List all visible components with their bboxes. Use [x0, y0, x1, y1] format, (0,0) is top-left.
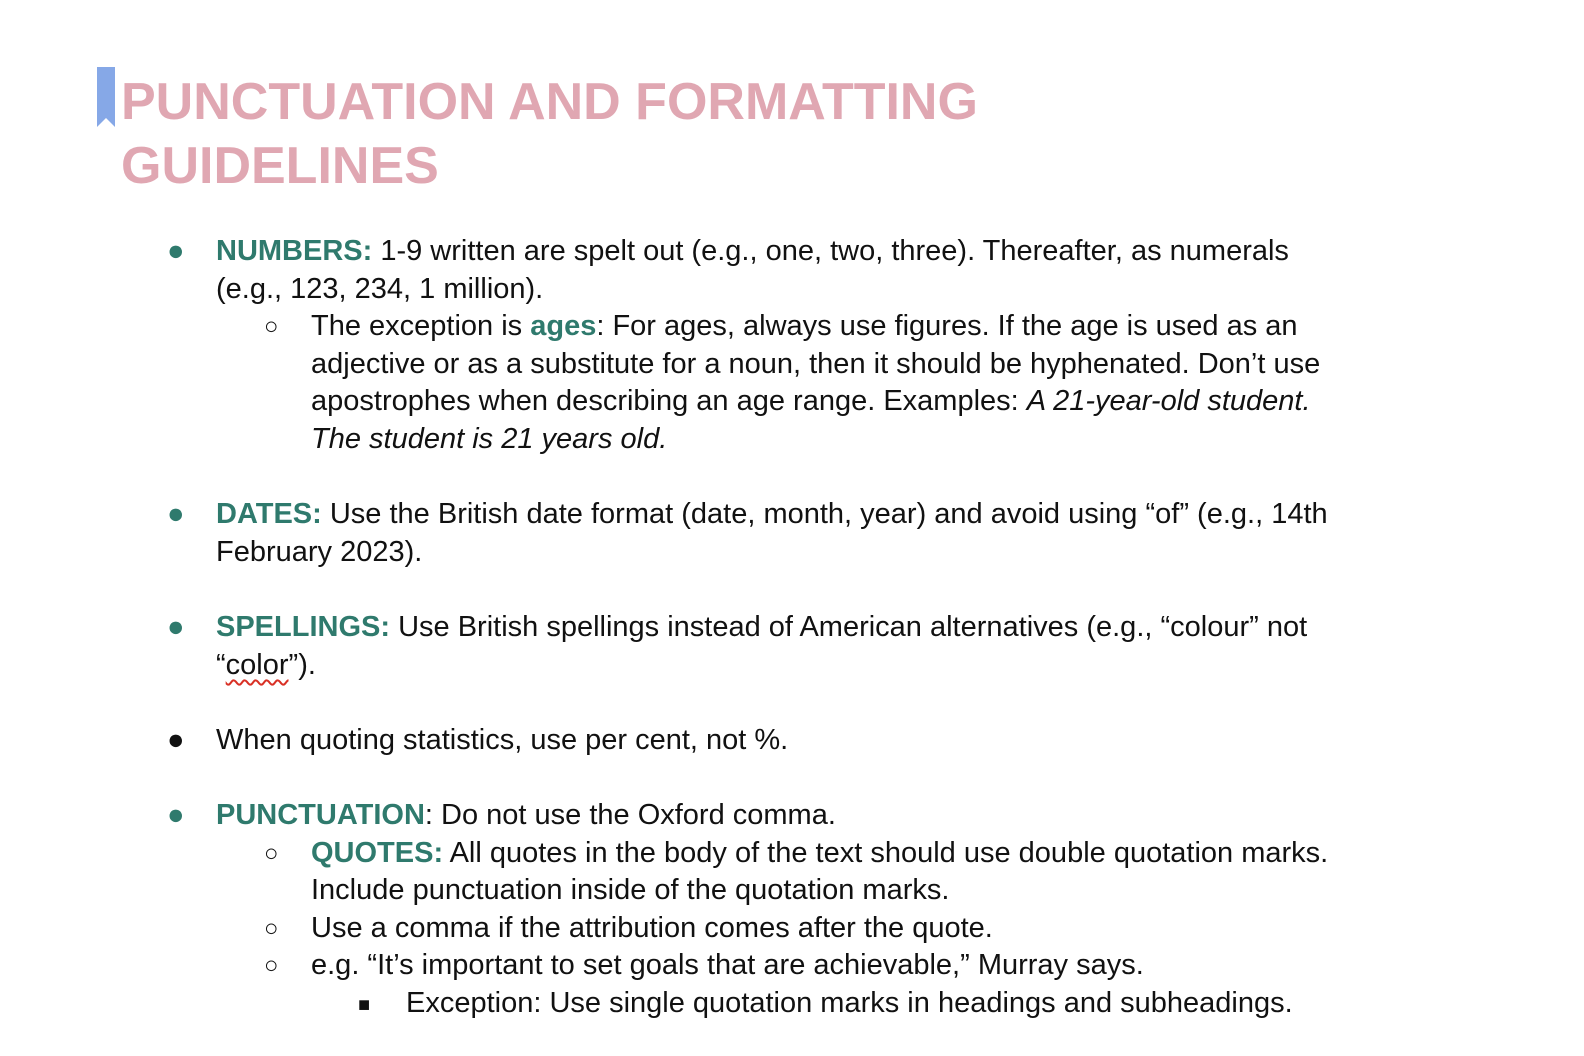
page-title-line-2: GUIDELINES	[121, 137, 439, 195]
bullet-icon: ●	[167, 724, 185, 756]
spellings-label: SPELLINGS:	[216, 611, 391, 643]
bullet-icon: ●	[167, 235, 185, 267]
ages-pre-text: The exception is	[311, 310, 531, 342]
hollow-bullet-icon: ○	[264, 313, 279, 340]
hollow-bullet-icon: ○	[264, 952, 279, 979]
square-bullet-icon: ■	[358, 994, 371, 1016]
ages-text-line-2: adjective or as a substitute for a noun, then it should be hyphenated. Don’t use	[311, 348, 1321, 380]
misspelled-word[interactable]: color	[225, 649, 289, 681]
ages-example-1: A 21-year-old student.	[1026, 385, 1311, 417]
bullet-icon: ●	[167, 498, 185, 530]
dates-text-line-1: Use the British date format (date, month, year) and avoid using “of” (e.g., 14th	[321, 498, 1328, 530]
bookmark-icon[interactable]	[97, 67, 115, 127]
ages-label: ages	[530, 310, 597, 342]
quotes-text-line-1: All quotes in the body of the text should use double quotation marks.	[443, 837, 1329, 869]
quotes-text-line-2: Include punctuation inside of the quotation marks.	[311, 874, 950, 906]
numbers-text-line-2: (e.g., 123, 234, 1 million).	[216, 273, 544, 305]
ages-example-2: The student is 21 years old.	[311, 423, 668, 455]
quotes-label: QUOTES:	[311, 837, 444, 869]
spellings-quote-open: “	[216, 649, 226, 681]
spellings-text-line-1: Use British spellings instead of American alternatives (e.g., “colour” not	[390, 611, 1308, 643]
ages-text-line-1: : For ages, always use figures. If the age is used as an	[596, 310, 1298, 342]
hollow-bullet-icon: ○	[264, 840, 279, 867]
spellings-quote-close: ”).	[288, 649, 316, 681]
bullet-icon: ●	[167, 611, 185, 643]
hollow-bullet-icon: ○	[264, 915, 279, 942]
dates-label: DATES:	[216, 498, 322, 530]
punctuation-text: : Do not use the Oxford comma.	[424, 799, 836, 831]
exception-text: Exception: Use single quotation marks in headings and subheadings.	[406, 987, 1293, 1019]
example-text: e.g. “It’s important to set goals that are achievable,” Murray says.	[311, 949, 1144, 981]
dates-text-line-2: February 2023).	[216, 536, 423, 568]
numbers-label: NUMBERS:	[216, 235, 373, 267]
comma-text: Use a comma if the attribution comes after the quote.	[311, 912, 993, 944]
page-title-line-1: PUNCTUATION AND FORMATTING	[121, 73, 978, 131]
bullet-icon: ●	[167, 799, 185, 831]
statistics-text: When quoting statistics, use per cent, not %.	[216, 724, 789, 756]
numbers-text-line-1: 1-9 written are spelt out (e.g., one, two, three). Thereafter, as numerals	[372, 235, 1289, 267]
ages-text-line-3: apostrophes when describing an age range. Examples:	[311, 385, 1027, 417]
punctuation-label: PUNCTUATION	[216, 799, 425, 831]
page-title	[121, 70, 978, 198]
